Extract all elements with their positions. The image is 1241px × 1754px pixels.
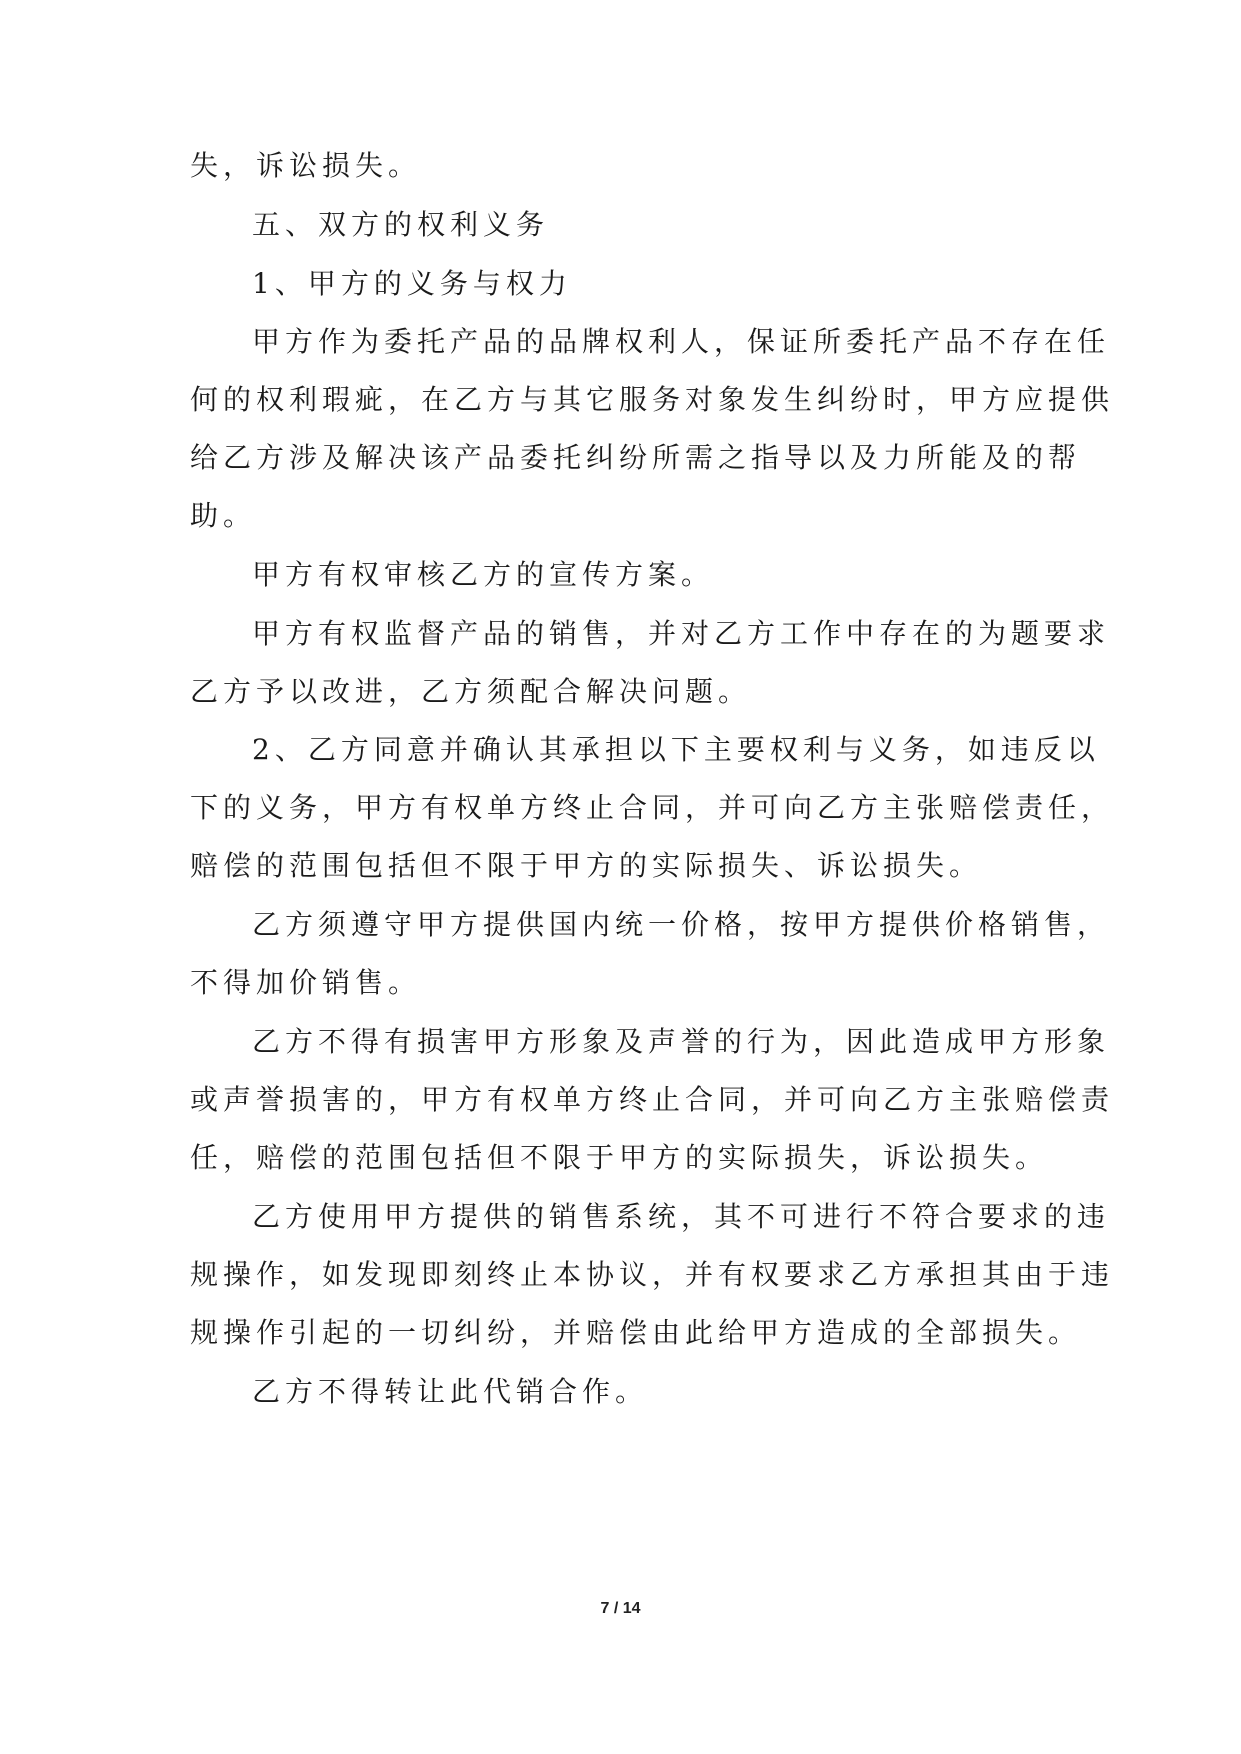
- text-line: 甲方作为委托产品的品牌权利人，保证所委托产品不存在任: [252, 325, 1111, 358]
- text-line: 甲方有权监督产品的销售，并对乙方工作中存在的为题要求: [252, 617, 1111, 650]
- text-line: 乙方不得转让此代销合作。: [252, 1375, 649, 1408]
- text-line: 任，赔偿的范围包括但不限于甲方的实际损失，诉讼损失。: [190, 1141, 1049, 1174]
- text-line: 给乙方涉及解决该产品委托纠纷所需之指导以及力所能及的帮: [190, 441, 1082, 474]
- text-line: 赔偿的范围包括但不限于甲方的实际损失、诉讼损失。: [190, 849, 983, 882]
- text-line: 规操作，如发现即刻终止本协议，并有权要求乙方承担其由于违: [190, 1258, 1115, 1291]
- text-line: 乙方使用甲方提供的销售系统，其不可进行不符合要求的违: [252, 1200, 1111, 1233]
- subsection-heading: 2、乙方同意并确认其承担以下主要权利与义务，如违反以: [252, 733, 1100, 766]
- text-line: 下的义务，甲方有权单方终止合同，并可向乙方主张赔偿责任，: [190, 791, 1115, 824]
- text-line: 何的权利瑕疵，在乙方与其它服务对象发生纠纷时，甲方应提供: [190, 383, 1115, 416]
- text-line: 或声誉损害的，甲方有权单方终止合同，并可向乙方主张赔偿责: [190, 1083, 1115, 1116]
- text-line: 乙方予以改进，乙方须配合解决问题。: [190, 675, 752, 708]
- subsection-heading: 1、甲方的义务与权力: [252, 267, 572, 300]
- text-line: 失，诉讼损失。: [190, 149, 422, 182]
- text-line: 不得加价销售。: [190, 966, 422, 999]
- section-heading: 五、双方的权利义务: [252, 208, 550, 241]
- text-line: 助。: [190, 499, 257, 532]
- page-number: 7 / 14: [600, 1600, 641, 1617]
- text-line: 乙方不得有损害甲方形象及声誉的行为，因此造成甲方形象: [252, 1025, 1111, 1058]
- text-line: 规操作引起的一切纠纷，并赔偿由此给甲方造成的全部损失。: [190, 1316, 1082, 1349]
- text-line: 甲方有权审核乙方的宣传方案。: [252, 558, 715, 591]
- text-line: 乙方须遵守甲方提供国内统一价格，按甲方提供价格销售，: [252, 908, 1111, 941]
